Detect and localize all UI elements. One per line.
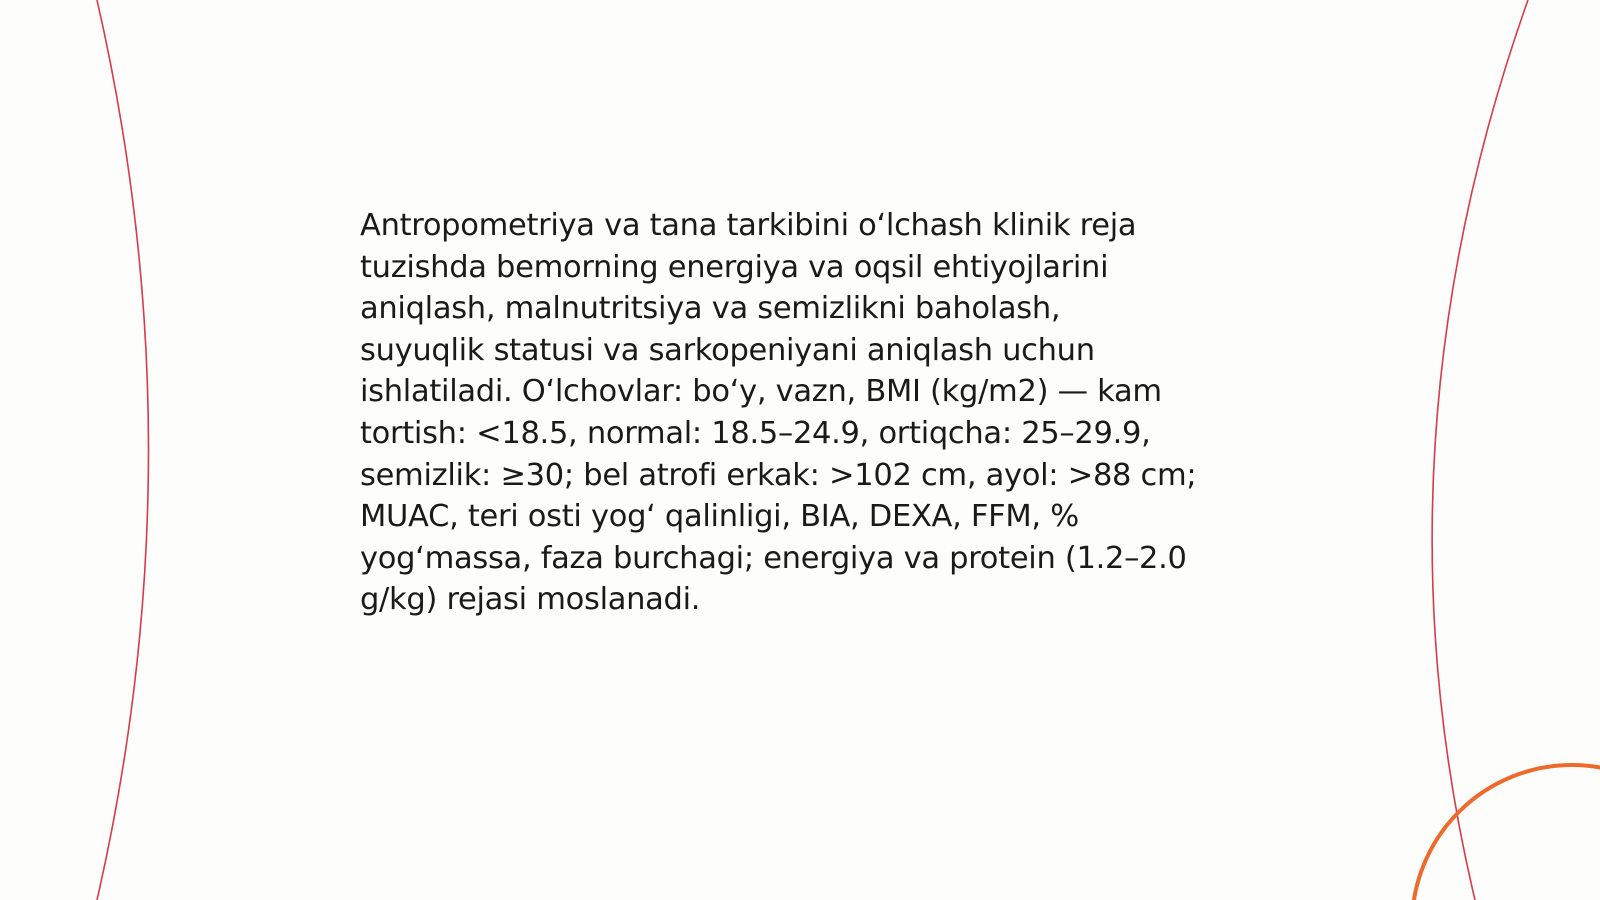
left-arc-line (97, 0, 149, 900)
orange-circle-arc (1412, 765, 1600, 900)
right-arc-line (1432, 0, 1528, 900)
slide-body-text: Antropometriya va tana tarkibini o‘lchash klinik reja tuzishda bemorning energiya va oqsil ehtiyojlarini aniqlash, malnutritsiya va semizlikni baholash, suyuqlik statusi va sarkopeniyani aniqlash uchun ishlatiladi. O‘lchovlar: bo‘y, vazn, BMI (kg/m2) — kam tortish: <18.5, normal: 18.5–24.9, ortiqcha: 25–29.9, semizlik: ≥30; bel atrofi erkak: >102 cm, ayol: >88 cm; MUAC, teri osti yog‘ qalinligi, BIA, DEXA, FFM, % yog‘massa, faza burchagi; energiya va protein (1.2–2.0 g/kg) rejasi moslanadi. (360, 208, 1197, 618)
